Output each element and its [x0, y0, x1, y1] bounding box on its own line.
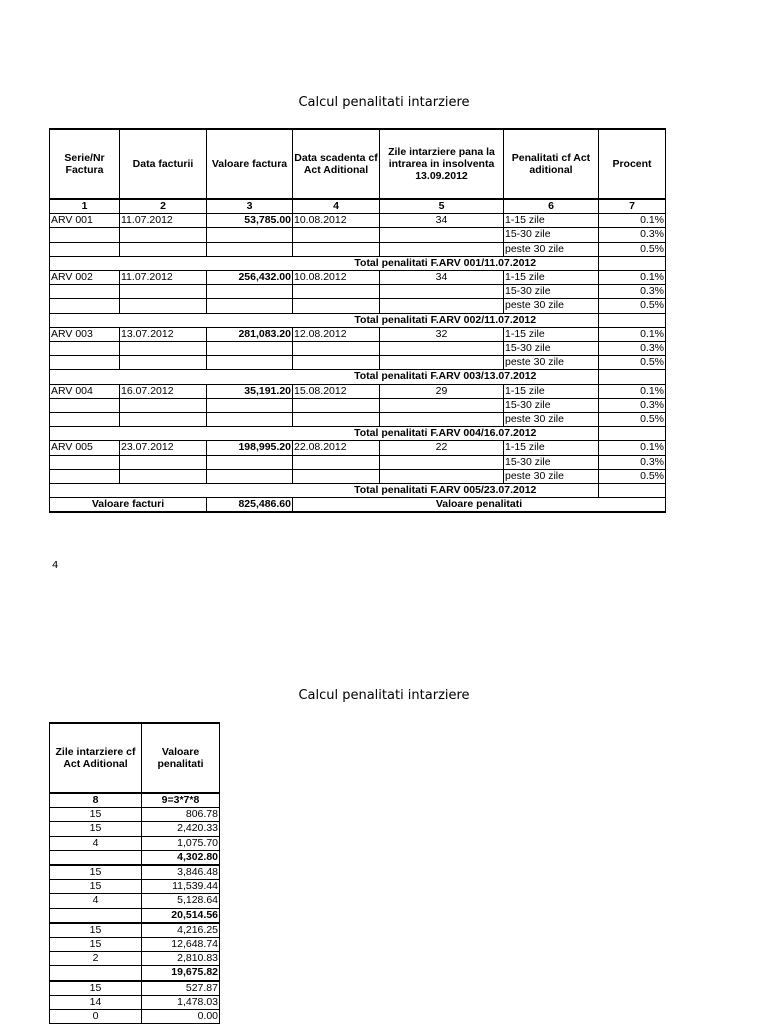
table-row: [50, 356, 666, 370]
column-number: 1: [50, 199, 120, 214]
empty-cell: [50, 455, 120, 469]
column-header: Valoare factura: [207, 129, 293, 199]
column-header: Zile intarziere pana la intrarea in insolventa 13.09.2012: [380, 129, 504, 199]
column-number: 8: [50, 793, 142, 808]
invoice-value: 35,191.20: [207, 384, 293, 398]
delay-days: 29: [380, 384, 504, 398]
empty-cell: [380, 398, 504, 412]
table-header-row: [50, 723, 220, 793]
delay-days: 4: [50, 894, 142, 908]
penalty-tier: 15-30 zile: [504, 398, 599, 412]
penalty-percent: 0.1%: [599, 441, 666, 455]
empty-cell: [293, 469, 380, 483]
invoice-value: 281,083.20: [207, 327, 293, 341]
invoice-series: ARV 003: [50, 327, 120, 341]
table-row: [50, 271, 666, 285]
delay-days: 32: [380, 327, 504, 341]
delay-days: 15: [50, 880, 142, 894]
invoice-series: ARV 005: [50, 441, 120, 455]
penalty-percent: 0.3%: [599, 342, 666, 356]
empty-cell: [120, 469, 207, 483]
column-number: 3: [207, 199, 293, 214]
penalty-value: 1,075.70: [142, 836, 220, 850]
page-number: 4: [52, 560, 59, 571]
penalty-tier: 15-30 zile: [504, 455, 599, 469]
empty-cell: [50, 256, 293, 270]
invoice-value: 256,432.00: [207, 271, 293, 285]
empty-cell: [50, 966, 142, 981]
delay-days: 15: [50, 981, 142, 996]
penalty-percent: 0.3%: [599, 455, 666, 469]
empty-cell: [599, 484, 666, 498]
penalty-percent: 0.1%: [599, 384, 666, 398]
invoice-total-row: [50, 256, 666, 270]
empty-cell: [599, 256, 666, 270]
column-header: Serie/Nr Factura: [50, 129, 120, 199]
penalty-value: 806.78: [142, 808, 220, 822]
column-number: 6: [504, 199, 599, 214]
empty-cell: [50, 228, 120, 242]
penalty-tier: peste 30 zile: [504, 242, 599, 256]
empty-cell: [380, 285, 504, 299]
invoice-total-row: [50, 427, 666, 441]
table-row: [50, 469, 666, 483]
penalty-percent: 0.3%: [599, 285, 666, 299]
empty-cell: [120, 398, 207, 412]
group-total-row: [50, 966, 220, 981]
empty-cell: [50, 313, 293, 327]
empty-cell: [50, 427, 293, 441]
invoice-total-label: Total penalitati F.ARV 002/11.07.2012: [293, 313, 599, 327]
due-date: 10.08.2012: [293, 214, 380, 228]
page-title-2: Calcul penalitati intarziere: [298, 688, 470, 703]
penalty-percent: 0.5%: [599, 469, 666, 483]
penalty-value: 5,128.64: [142, 894, 220, 908]
empty-cell: [380, 242, 504, 256]
penalty-invoice-table: [49, 128, 666, 513]
empty-cell: [50, 242, 120, 256]
invoice-total-row: [50, 370, 666, 384]
penalty-value: 2,420.33: [142, 822, 220, 836]
empty-cell: [50, 908, 142, 923]
penalty-value: 0.00: [142, 1010, 220, 1024]
column-header: Data scadenta cf Act Aditional: [293, 129, 380, 199]
empty-cell: [120, 228, 207, 242]
penalty-tier: 15-30 zile: [504, 228, 599, 242]
empty-cell: [50, 413, 120, 427]
empty-cell: [293, 299, 380, 313]
empty-cell: [207, 398, 293, 412]
empty-cell: [120, 342, 207, 356]
penalty-tier: 15-30 zile: [504, 342, 599, 356]
empty-cell: [380, 342, 504, 356]
invoice-date: 11.07.2012: [120, 271, 207, 285]
column-number-row: [50, 199, 666, 214]
empty-cell: [207, 299, 293, 313]
grand-total-row: [50, 498, 666, 513]
empty-cell: [207, 356, 293, 370]
table-row: [50, 822, 220, 836]
penalty-value: 3,846.48: [142, 865, 220, 880]
table-row: [50, 327, 666, 341]
penalty-tier: peste 30 zile: [504, 413, 599, 427]
delay-days: 15: [50, 923, 142, 938]
due-date: 22.08.2012: [293, 441, 380, 455]
table-row: [50, 1010, 220, 1024]
empty-cell: [50, 484, 293, 498]
empty-cell: [207, 242, 293, 256]
table-row: [50, 299, 666, 313]
invoice-date: 13.07.2012: [120, 327, 207, 341]
group-total-value: 4,302.80: [142, 850, 220, 865]
empty-cell: [293, 342, 380, 356]
group-total-row: [50, 908, 220, 923]
delay-days: 4: [50, 836, 142, 850]
column-number: 9=3*7*8: [142, 793, 220, 808]
penalty-percent: 0.3%: [599, 398, 666, 412]
table-row: [50, 995, 220, 1009]
empty-cell: [207, 228, 293, 242]
penalty-percent: 0.5%: [599, 356, 666, 370]
empty-cell: [293, 455, 380, 469]
empty-cell: [293, 413, 380, 427]
empty-cell: [120, 356, 207, 370]
empty-cell: [380, 299, 504, 313]
column-header: Valoare penalitati: [142, 723, 220, 793]
invoice-total-label: Total penalitati F.ARV 003/13.07.2012: [293, 370, 599, 384]
table-row: [50, 836, 220, 850]
empty-cell: [380, 228, 504, 242]
penalty-values-table: [49, 722, 220, 1024]
table-row: [50, 981, 220, 996]
delay-days: 15: [50, 822, 142, 836]
empty-cell: [293, 398, 380, 412]
column-number-row: [50, 793, 220, 808]
invoices-total-value: 825,486.60: [207, 498, 293, 513]
delay-days: 2: [50, 952, 142, 966]
empty-cell: [50, 469, 120, 483]
invoice-series: ARV 001: [50, 214, 120, 228]
table-row: [50, 413, 666, 427]
penalty-tier: peste 30 zile: [504, 469, 599, 483]
empty-cell: [207, 413, 293, 427]
empty-cell: [50, 370, 293, 384]
penalty-tier: 1-15 zile: [504, 327, 599, 341]
penalty-value: 527.87: [142, 981, 220, 996]
empty-cell: [50, 285, 120, 299]
column-number: 5: [380, 199, 504, 214]
invoice-date: 11.07.2012: [120, 214, 207, 228]
invoice-total-label: Total penalitati F.ARV 001/11.07.2012: [293, 256, 599, 270]
table-header-row: [50, 129, 666, 199]
penalty-tier: peste 30 zile: [504, 299, 599, 313]
empty-cell: [293, 285, 380, 299]
empty-cell: [120, 285, 207, 299]
due-date: 10.08.2012: [293, 271, 380, 285]
page-title: Calcul penalitati intarziere: [298, 95, 470, 110]
invoice-total-label: Total penalitati F.ARV 004/16.07.2012: [293, 427, 599, 441]
penalty-value: 2,810.83: [142, 952, 220, 966]
empty-cell: [50, 356, 120, 370]
empty-cell: [50, 342, 120, 356]
invoice-value: 53,785.00: [207, 214, 293, 228]
table-row: [50, 455, 666, 469]
table-row: [50, 228, 666, 242]
empty-cell: [380, 356, 504, 370]
invoice-date: 16.07.2012: [120, 384, 207, 398]
invoice-series: ARV 002: [50, 271, 120, 285]
table-row: [50, 865, 220, 880]
delay-days: 22: [380, 441, 504, 455]
table-row: [50, 938, 220, 952]
penalty-tier: 1-15 zile: [504, 214, 599, 228]
column-number: 7: [599, 199, 666, 214]
delay-days: 15: [50, 865, 142, 880]
empty-cell: [599, 370, 666, 384]
table-row: [50, 384, 666, 398]
invoice-total-label: Total penalitati F.ARV 005/23.07.2012: [293, 484, 599, 498]
delay-days: 34: [380, 271, 504, 285]
table-body: [50, 214, 666, 513]
empty-cell: [380, 455, 504, 469]
table-row: [50, 214, 666, 228]
penalty-value: 4,216.25: [142, 923, 220, 938]
invoice-series: ARV 004: [50, 384, 120, 398]
invoice-total-row: [50, 484, 666, 498]
table-row: [50, 398, 666, 412]
penalty-percent: 0.3%: [599, 228, 666, 242]
penalty-tier: peste 30 zile: [504, 356, 599, 370]
table-row: [50, 808, 220, 822]
due-date: 15.08.2012: [293, 384, 380, 398]
column-header: Procent: [599, 129, 666, 199]
empty-cell: [380, 469, 504, 483]
empty-cell: [207, 285, 293, 299]
empty-cell: [599, 427, 666, 441]
penalty-tier: 1-15 zile: [504, 441, 599, 455]
delay-days: 34: [380, 214, 504, 228]
penalty-tier: 1-15 zile: [504, 384, 599, 398]
empty-cell: [293, 356, 380, 370]
table-row: [50, 285, 666, 299]
empty-cell: [120, 242, 207, 256]
penalty-percent: 0.5%: [599, 413, 666, 427]
empty-cell: [50, 850, 142, 865]
invoice-total-row: [50, 313, 666, 327]
table-body: [50, 808, 220, 1024]
delay-days: 15: [50, 938, 142, 952]
group-total-value: 20,514.56: [142, 908, 220, 923]
table-row: [50, 342, 666, 356]
empty-cell: [120, 299, 207, 313]
group-total-row: [50, 850, 220, 865]
delay-days: 15: [50, 808, 142, 822]
penalty-percent: 0.1%: [599, 327, 666, 341]
empty-cell: [50, 299, 120, 313]
penalty-value: 11,539.44: [142, 880, 220, 894]
invoice-date: 23.07.2012: [120, 441, 207, 455]
empty-cell: [120, 413, 207, 427]
column-number: 2: [120, 199, 207, 214]
penalty-percent: 0.1%: [599, 271, 666, 285]
penalty-tier: 15-30 zile: [504, 285, 599, 299]
column-header: Zile intarziere cf Act Aditional: [50, 723, 142, 793]
empty-cell: [120, 455, 207, 469]
table-row: [50, 441, 666, 455]
due-date: 12.08.2012: [293, 327, 380, 341]
invoices-total-label: Valoare facturi: [50, 498, 207, 513]
empty-cell: [293, 242, 380, 256]
penalty-tier: 1-15 zile: [504, 271, 599, 285]
penalty-value: 12,648.74: [142, 938, 220, 952]
column-number: 4: [293, 199, 380, 214]
empty-cell: [599, 313, 666, 327]
penalty-percent: 0.5%: [599, 242, 666, 256]
table-row: [50, 923, 220, 938]
penalties-total-label: Valoare penalitati: [293, 498, 666, 513]
table-row: [50, 880, 220, 894]
penalty-percent: 0.1%: [599, 214, 666, 228]
empty-cell: [207, 469, 293, 483]
invoice-value: 198,995.20: [207, 441, 293, 455]
empty-cell: [207, 455, 293, 469]
empty-cell: [293, 228, 380, 242]
column-header: Penalitati cf Act aditional: [504, 129, 599, 199]
delay-days: 14: [50, 995, 142, 1009]
table-row: [50, 242, 666, 256]
empty-cell: [207, 342, 293, 356]
group-total-value: 19,675.82: [142, 966, 220, 981]
table-row: [50, 894, 220, 908]
empty-cell: [380, 413, 504, 427]
column-header: Data facturii: [120, 129, 207, 199]
delay-days: 0: [50, 1010, 142, 1024]
table-row: [50, 952, 220, 966]
penalty-value: 1,478.03: [142, 995, 220, 1009]
empty-cell: [50, 398, 120, 412]
penalty-percent: 0.5%: [599, 299, 666, 313]
